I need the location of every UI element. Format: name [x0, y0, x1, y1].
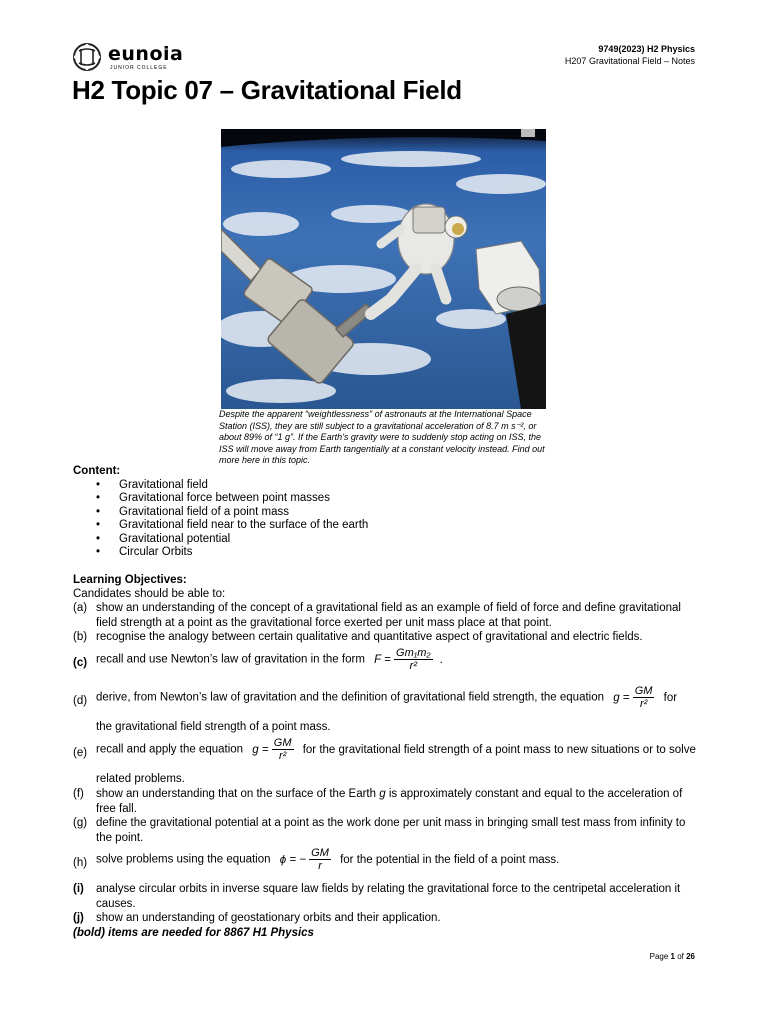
content-heading: Content: — [73, 465, 121, 477]
list-item: • Circular Orbits — [96, 546, 193, 559]
bullet-icon: • — [96, 479, 101, 491]
objective-label: (j) — [73, 912, 84, 924]
field-strength-formula: $\frac{GM}{\text{r²}}$ — [634, 685, 653, 710]
list-item: • Gravitational field — [96, 479, 208, 491]
field-strength-formula: $\frac{GM}{\text{r²}}$ — [273, 737, 292, 762]
objective-h: solve problems using the equation ϕ = − $\frac{GM}{r}$ for the potential in the field of a point mass. — [96, 847, 560, 872]
list-item: • Gravitational field near to the surface of the earth — [96, 519, 369, 532]
bullet-icon: • — [96, 505, 101, 518]
h1-physics-note: (bold) items are needed for 8867 H1 Physics — [73, 927, 314, 939]
objective-j: show an understanding of geostationary orbits and their application. — [96, 912, 441, 924]
objective-e-continued: related problems. — [96, 773, 185, 785]
objective-b: recognise the analogy between certain qualitative and quantitative aspect of gravitational and electric fields. — [96, 631, 643, 643]
objective-i: analyse circular orbits in inverse square law fields by relating the gravitational force to the centripetal acceleration it causes. — [96, 883, 681, 910]
objective-a: show an understanding of the concept of a gravitational field as an example of field of force and define gravitational field strength at a point as the gravitational force exerted per unit mass place at that point. — [96, 602, 681, 629]
objective-label: (b) — [73, 631, 88, 643]
formula-lhs: F = — [374, 653, 391, 666]
objective-f: show an understanding that on the surface of the Earth g is approximately constant and equal to the acceleration of free fall. — [96, 788, 683, 815]
objective-label: (e) — [73, 747, 88, 759]
formula-lhs: g = — [252, 743, 269, 756]
bullet-icon: • — [96, 492, 101, 505]
objective-label: (a) — [73, 602, 88, 614]
objectives-intro: Candidates should be able to: — [73, 588, 226, 600]
objective-label: (h) — [73, 857, 88, 869]
objective-c: recall and use Newton’s law of gravitation in the form F = $\frac{\text{Gm₁m₂}}{\text{r²}}$ . — [96, 647, 443, 672]
college-logo-icon — [73, 43, 101, 71]
objectives-heading: Learning Objectives: — [73, 574, 187, 586]
bullet-icon: • — [96, 546, 101, 559]
objective-g: define the gravitational potential at a point as the work done per unit mass in bringing small test mass from infinity to the point. — [96, 817, 686, 844]
bullet-icon: • — [96, 532, 101, 545]
objective-d: derive, from Newton’s law of gravitation and the definition of gravitational field strength, the equation g = $\frac{GM}{\text{r²}}$ for — [96, 685, 678, 710]
header-course: 9749(2023) H2 Physics — [598, 44, 695, 54]
header-doc-title: H207 Gravitational Field – Notes — [564, 56, 695, 66]
formula-lhs: g = — [613, 691, 630, 704]
objective-label: (c) — [73, 657, 88, 669]
objective-label: (i) — [73, 883, 84, 895]
page-number: Page 1 of 26 — [649, 952, 695, 961]
newton-gravitation-formula: $\frac{\text{Gm₁m₂}}{\text{r²}}$ — [396, 647, 431, 672]
page-title: H2 Topic 07 – Gravitational Field — [72, 75, 462, 105]
logo-subtitle: JUNIOR COLLEGE — [110, 65, 168, 71]
formula-lhs: ϕ = − — [279, 853, 306, 866]
list-item: • Gravitational force between point masses — [96, 492, 330, 505]
bullet-icon: • — [96, 519, 101, 532]
objective-d-continued: the gravitational field strength of a point mass. — [96, 721, 331, 733]
potential-formula: $\frac{GM}{r}$ — [311, 847, 329, 872]
photo-caption: Despite the apparent “weightlessness” of astronauts at the International Space Station (ISS), they are still subject to a gravitational acceleration of 8.7 m s⁻², or about 89% of “1 g”. If the Earth’s gravity were to suddenly stop acting on ISS, the ISS will move away from Earth tangentially at a constant velocity instead. Find out more here in this topic. — [219, 409, 545, 466]
list-item: • Gravitational potential — [96, 532, 231, 545]
content-list — [96, 479, 368, 559]
astronaut-photo — [221, 129, 546, 409]
logo-wordmark: eunoia — [108, 43, 184, 65]
objective-label: (d) — [73, 695, 88, 707]
objective-label: (g) — [73, 817, 88, 829]
objective-e: recall and apply the equation g = $\frac{GM}{\text{r²}}$ for the gravitational field strength of a point mass to new situations or to solve — [96, 737, 696, 762]
list-item: • Gravitational field of a point mass — [96, 505, 290, 518]
objective-label: (f) — [73, 788, 84, 800]
